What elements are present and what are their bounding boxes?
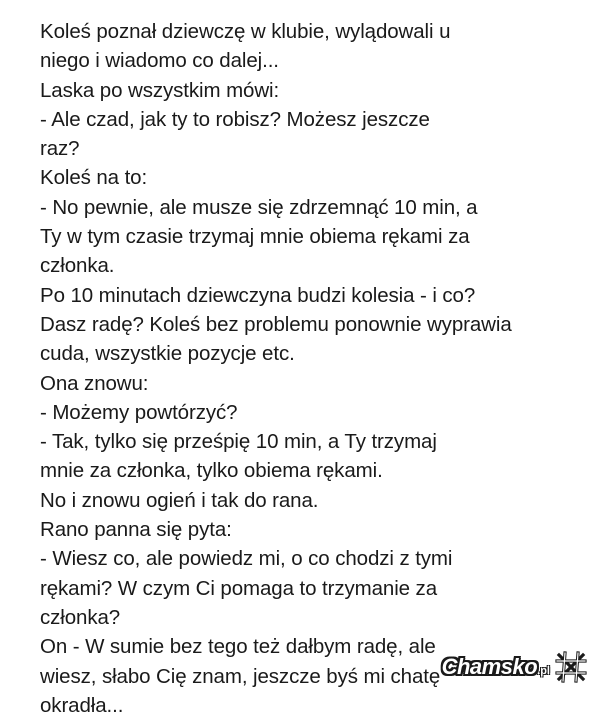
joke-line: mnie za członka, tylko obiema rękami. [40, 459, 383, 483]
joke-line: - Ale czad, jak ty to robisz? Możesz jeszcze [40, 107, 430, 131]
joke-line: Laska po wszystkim mówi: [40, 78, 280, 102]
watermark-name: Chamsko [441, 654, 538, 679]
joke-line: członka? [40, 605, 121, 629]
joke-line: Ona znowu: [40, 371, 149, 395]
joke-line: członka. [40, 254, 115, 278]
joke-line: niego i wiadomo co dalej... [40, 49, 279, 73]
joke-line: No i znowu ogień i tak do rana. [40, 488, 319, 512]
hash-star-logo-icon [554, 650, 588, 684]
joke-line: - Wiesz co, ale powiedz mi, o co chodzi z tymi [40, 547, 453, 571]
joke-text [40, 17, 580, 720]
joke-line: Ty w tym czasie trzymaj mnie obiema rękami za [40, 225, 470, 249]
joke-line: okradła... [40, 693, 124, 717]
watermark-tld: .pl [537, 665, 550, 677]
joke-line: On - W sumie bez tego też dałbym radę, ale [40, 635, 436, 659]
joke-line: raz? [40, 137, 80, 161]
joke-line: Koleś na to: [40, 166, 148, 190]
joke-line: Dasz radę? Koleś bez problemu ponownie wyprawia [40, 312, 512, 336]
joke-line: - Tak, tylko się prześpię 10 min, a Ty trzymaj [40, 430, 437, 454]
chamsko-watermark [442, 650, 588, 684]
joke-line: Koleś poznał dziewczę w klubie, wylądowali u [40, 20, 451, 43]
joke-line: Po 10 minutach dziewczyna budzi kolesia - i co? [40, 283, 476, 307]
joke-line: Rano panna się pyta: [40, 518, 232, 542]
joke-line: - No pewnie, ale musze się zdrzemnąć 10 min, a [40, 195, 478, 219]
joke-line: cuda, wszystkie pozycje etc. [40, 342, 295, 366]
joke-line: - Możemy powtórzyć? [40, 400, 238, 424]
joke-line: rękami? W czym Ci pomaga to trzymanie za [40, 576, 438, 600]
joke-line: wiesz, słabo Cię znam, jeszcze byś mi chatę [40, 664, 441, 688]
